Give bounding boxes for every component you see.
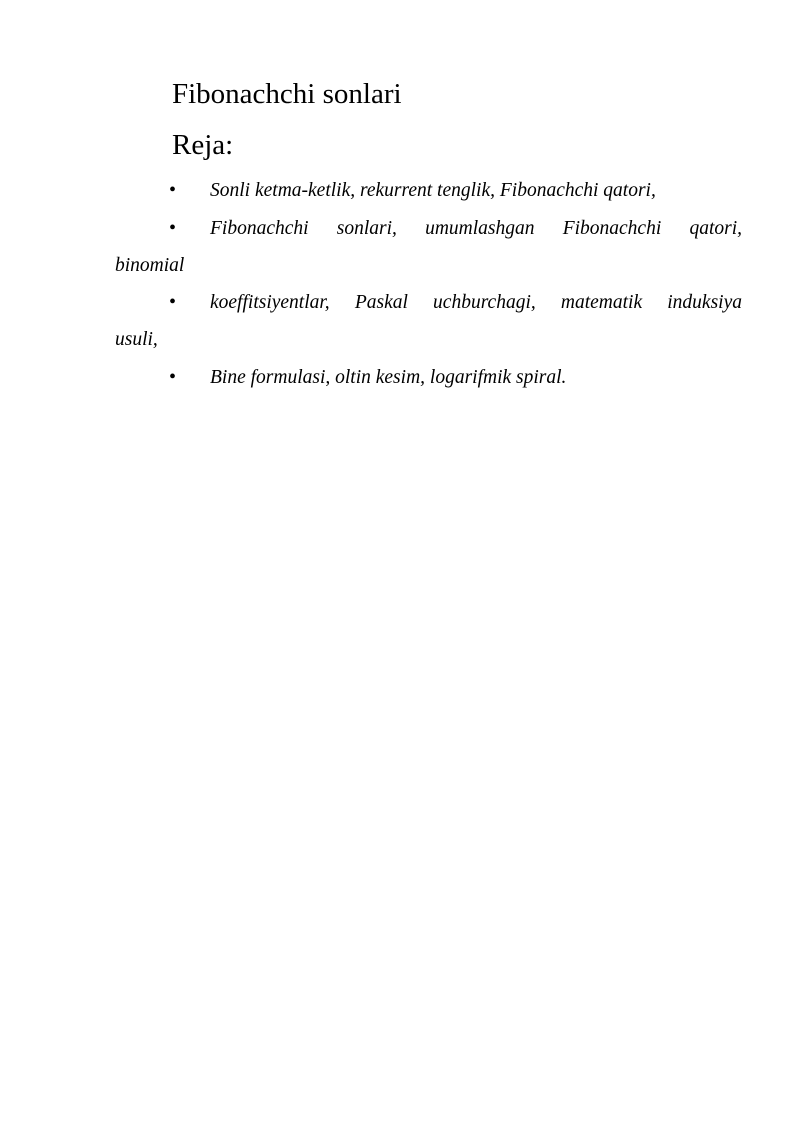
- list-item-text: koeffitsiyentlar, Paskal uchburchagi, matematik induksiya: [210, 292, 742, 313]
- list-item-text: Bine formulasi, oltin kesim, logarifmik spiral.: [210, 367, 567, 388]
- bullet-icon: •: [169, 217, 177, 239]
- plan-heading: Reja:: [172, 129, 234, 161]
- list-item-continuation: binomial: [115, 255, 185, 276]
- bullet-icon: •: [169, 366, 177, 388]
- bullet-icon: •: [169, 291, 177, 313]
- list-item-text: Sonli ketma-ketlik, rekurrent tenglik, Fibonachchi qatori,: [210, 180, 656, 201]
- document-title: Fibonachchi sonlari: [172, 78, 402, 110]
- bullet-icon: •: [169, 179, 177, 201]
- list-item-text: Fibonachchi sonlari, umumlashgan Fibonachchi qatori,: [210, 218, 742, 239]
- list-item-continuation: usuli,: [115, 329, 158, 350]
